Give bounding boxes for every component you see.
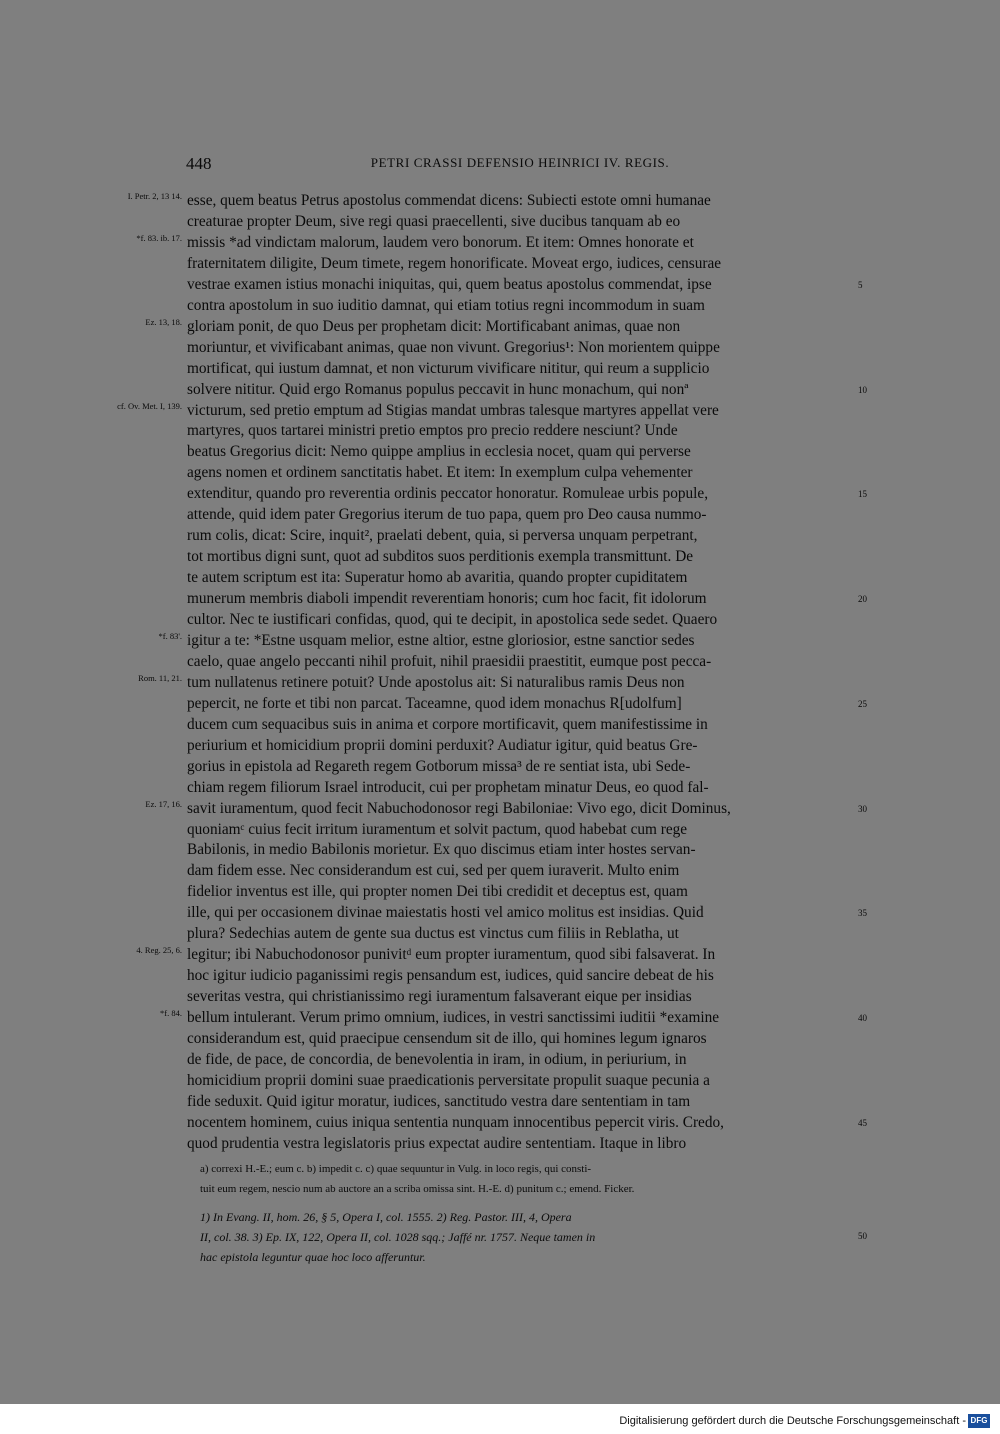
text-line: extenditur, quando pro reverentia ordinis peccator honoratur. Romuleae urbis popule,	[187, 485, 709, 503]
line-number: 35	[858, 908, 867, 919]
margin-reference: 4. Reg. 25, 6.	[136, 945, 182, 956]
text-line: nocentem hominem, cuius iniqua sententia nunquam innocentibus pepercit viris. Credo,	[187, 1113, 724, 1131]
footnote-line: II, col. 38. 3) Ep. IX, 122, Opera II, col. 1028 sqq.; Jaffé nr. 1757. Neque tamen in	[200, 1230, 596, 1244]
text-line: te autem scriptum est ita: Superatur homo ab avaritia, quando propter cupiditatem	[187, 569, 688, 587]
footnote-line: a) correxi H.-E.; eum c. b) impedit c. c) quae sequuntur in Vulg. in loco regis, qui consti-	[200, 1163, 592, 1175]
page-header	[186, 154, 854, 176]
margin-reference: Ez. 17, 16.	[145, 798, 182, 809]
text-line: solvere nititur. Quid ergo Romanus populus peccavit in hunc monachum, qui nonª	[187, 380, 689, 398]
footnote-line: tuit eum regem, nescio num ab auctore an a scriba omissa sint. H.-E. d) punitum c.; emend. Ficker.	[200, 1183, 635, 1195]
margin-reference: *f. 84.	[160, 1008, 182, 1019]
text-line: victurum, sed pretio emptum ad Stigias mandat umbras talesque martyres appellat vere	[187, 401, 719, 419]
text-line: chiam regem filiorum Israel introducit, cui per prophetam minatur Deus, eo quod fal-	[187, 778, 709, 796]
text-line: gorius in epistola ad Regareth regem Gotborum missa³ de re sentiat ista, ubi Sede-	[187, 757, 691, 775]
line-number: 5	[858, 279, 863, 290]
text-line: caelo, quae angelo peccanti nihil profuit, nihil praesidii praestitit, eumque post pecca-	[187, 652, 712, 670]
text-line: attende, quid idem pater Gregorius iterum de tuo papa, quem pro Deo causa nummo-	[187, 506, 707, 524]
text-line: Babilonis, in medio Babilonis morietur. Ex quo discimus etiam inter hostes servan-	[187, 841, 696, 859]
text-line: martyres, quos tartarei ministri pretio emptos pro precio reddere nesciunt? Unde	[187, 422, 678, 440]
text-line: considerandum est, quid praecipue censendum sit de illo, qui homines legum ignaros	[187, 1030, 707, 1047]
running-title: PETRI CRASSI DEFENSIO HEINRICI IV. REGIS.	[370, 155, 670, 170]
text-line: plura? Sedechias autem de gente sua ductus est vinctus cum filiis in Reblatha, ut	[187, 925, 679, 943]
footer-bar	[0, 1404, 1000, 1434]
text-line: missis *ad vindictam malorum, laudem vero bonorum. Et item: Omnes honorate et	[187, 233, 694, 251]
footnotes-critical	[200, 1159, 852, 1199]
margin-reference: Rom. 11, 21.	[138, 672, 182, 683]
text-line: contra apostolum in suo iuditio damnat, qui etiam totius regni incommodum in suam	[187, 296, 705, 314]
text-line: esse, quem beatus Petrus apostolus commendat dicens: Subiecti estote omni humanae	[187, 192, 711, 209]
text-line: hoc igitur iudicio paganissimi regis pensandum est, iudices, quid sancire debeat de his	[187, 967, 714, 985]
margin-reference: I. Petr. 2, 13 14.	[127, 191, 182, 201]
text-line: igitur a te: *Estne usquam melior, estne altior, estne gloriosior, estne sanctior sedes	[187, 631, 695, 649]
text-line: cultor. Nec te iustificari confidas, quod, qui te decipit, in apostolica sede sedet. Quaero	[187, 611, 718, 628]
text-line: moriuntur, et vivificabant animas, quae non vivunt. Gregorius¹: Non morientem quippe	[187, 338, 720, 356]
text-line: dam fidem esse. Nec considerandum est cui, sed per quem iuraverit. Multo enim	[187, 862, 680, 880]
text-line: bellum intulerant. Verum primo omnium, iudices, in vestri sanctissimi iuditii *examine	[187, 1009, 720, 1027]
line-number: 20	[858, 594, 867, 605]
margin-reference: *f. 83. ib. 17.	[136, 232, 182, 243]
text-line: creaturae propter Deum, sive regi quasi praecellenti, sive ducibus tanquam ab eo	[187, 212, 681, 230]
dfg-logo-icon: DFG	[968, 1414, 990, 1428]
text-line: tot mortibus digni sunt, quot ad subditos suos perditionis exempla transmittunt. De	[187, 548, 694, 566]
text-line: agens nomen et ordinem sanctitatis habet. Et item: In exemplum culpa vehementer	[187, 464, 693, 482]
text-line: ducem cum sequacibus suis in anima et corpore mortificavit, quem manifestissime in	[187, 715, 708, 733]
text-line: ille, qui per occasionem divinae maiestatis hosti vel amico molitus est insidias. Quid	[187, 904, 704, 922]
line-number: 50	[858, 1231, 867, 1241]
page-number: 448	[186, 154, 212, 173]
text-line: pepercit, ne forte et tibi non parcat. Taceamne, quod idem monachus R[udolfum]	[187, 694, 682, 712]
text-line: de fide, de pace, de concordia, de benevolentia in iram, in odium, in periurium, in	[187, 1050, 687, 1068]
text-line: severitas vestra, qui christianissimo regi iuramentum falsaverant eique per insidias	[187, 988, 692, 1006]
text-line: fraternitatem diligite, Deum timete, regem honorificate. Moveat ergo, iudices, censurae	[187, 254, 722, 272]
text-line: periurium et homicidium proprii domini perduxit? Audiatur igitur, quid beatus Gre-	[187, 736, 698, 754]
text-line: rum colis, dicat: Scire, inquit², praelati debent, quia, si perversa unquam perpetrant,	[187, 527, 698, 545]
text-line: quod prudentia vestra legislatoris prius expectat audire sententiam. Itaque in libro	[187, 1134, 687, 1152]
text-line: savit iuramentum, quod fecit Nabuchodonosor regi Babiloniae: Vivo ego, dicit Dominus,	[187, 799, 731, 817]
footnote-line: hac epistola leguntur quae hoc loco afferuntur.	[200, 1250, 426, 1264]
text-line: gloriam ponit, de quo Deus per prophetam dicit: Mortificabant animas, quae non	[187, 317, 681, 335]
margin-reference: cf. Ov. Met. I, 139.	[117, 400, 182, 411]
text-line: fidelior inventus est ille, qui propter nomen Dei tibi credidit et deceptus est, quam	[187, 883, 688, 901]
text-line: legitur; ibi Nabuchodonosor punivitᵈ eum propter iuramentum, quod sibi falsaverat. In	[187, 946, 716, 964]
footer-credit: Digitalisierung gefördert durch die Deutsche Forschungsgemeinschaft -	[619, 1415, 966, 1427]
text-line: beatus Gregorius dicit: Nemo quippe amplius in ecclesia nocet, quam qui perverse	[187, 443, 691, 461]
margin-reference: *f. 83'.	[158, 630, 182, 641]
line-number: 45	[858, 1117, 867, 1128]
line-number: 40	[858, 1013, 867, 1024]
footnote-line: 1) In Evang. II, hom. 26, § 5, Opera I, col. 1555. 2) Reg. Pastor. III, 4, Opera	[200, 1210, 572, 1224]
line-number: 15	[858, 489, 867, 500]
line-number: 25	[858, 698, 867, 709]
text-line: quoniamᶜ cuius fecit irritum iuramentum et solvit pactum, quod habebat cum rege	[187, 820, 688, 838]
text-line: mortificat, qui iustum damnat, et non victurum vivificare nititur, qui reum a supplicio	[187, 359, 710, 377]
margin-reference: Ez. 13, 18.	[145, 316, 182, 327]
text-line: munerum membris diaboli impendit reverentiam honoris; cum hoc facit, fit idolorum	[187, 590, 707, 608]
text-line: vestrae examen istius monachi iniquitas, qui, quem beatus apostolus commendat, ipse	[187, 275, 712, 293]
footnotes-references	[200, 1207, 852, 1267]
line-number: 10	[858, 384, 867, 395]
text-line: homicidium proprii domini suae praedicationis perversitate propulit suaque pecunia a	[187, 1071, 710, 1089]
line-number: 30	[858, 803, 867, 814]
text-line: fide seduxit. Quid igitur moratur, iudices, sanctitudo vestra dare sententiam in tam	[187, 1092, 691, 1110]
text-line: tum nullatenus retinere potuit? Unde apostolus ait: Si naturalibus ramis Deus non	[187, 673, 685, 691]
